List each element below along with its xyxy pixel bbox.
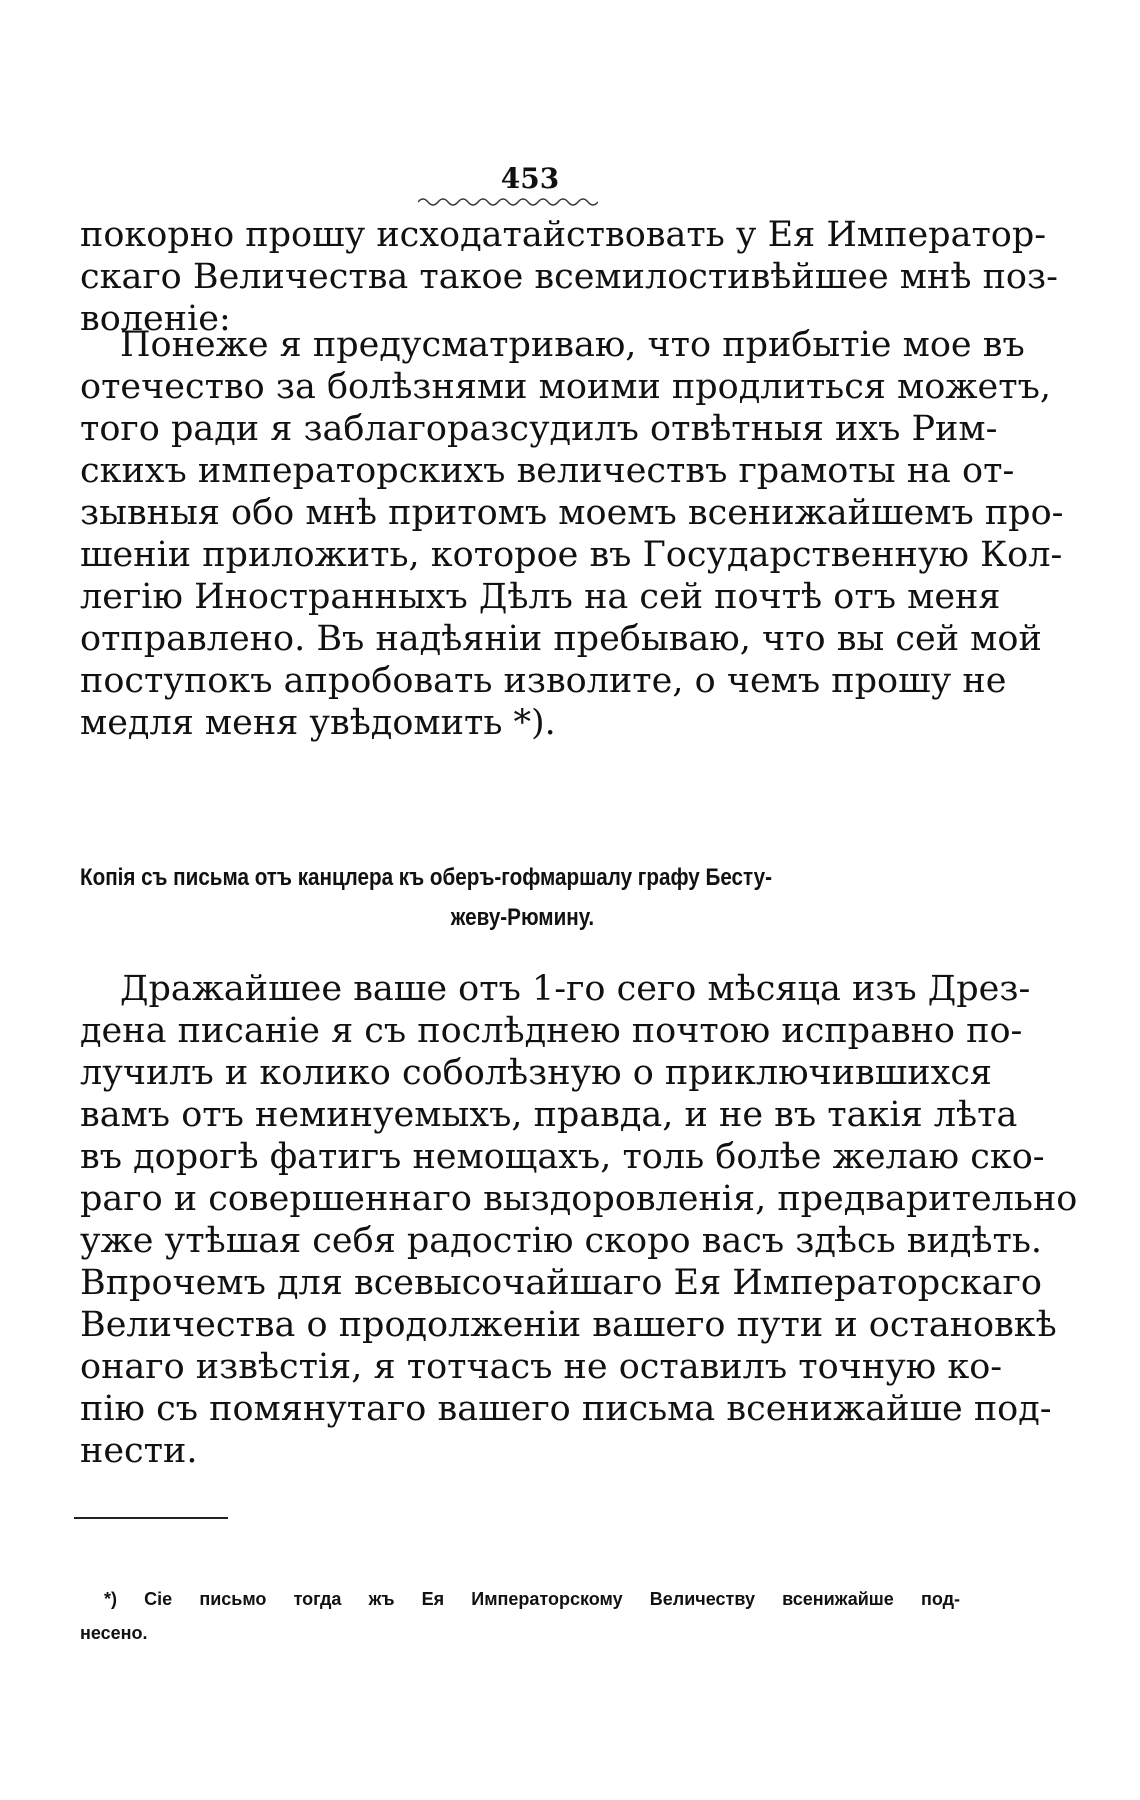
text-line: покорно прошу исходатайствовать у Ея Император-: [80, 215, 1047, 255]
paragraph-continued: [80, 214, 1058, 340]
text-line: отечество за болѣзнями моими продлиться можетъ,: [80, 367, 1052, 407]
footnote-divider: [74, 1517, 228, 1519]
text-line: уже утѣшая себя радостію скоро васъ здѣсь видѣть.: [80, 1221, 1043, 1261]
text-line: въ дорогѣ фатигъ немощахъ, толь болѣе желаю ско-: [80, 1137, 1045, 1177]
footnote-line: несено.: [80, 1623, 148, 1643]
text-line: пію съ помянутаго вашего письма всенижайше под-: [80, 1389, 1052, 1429]
text-line: вамъ отъ неминуемыхъ, правда, и не въ такія лѣта: [80, 1095, 1018, 1135]
text-line: зывныя обо мнѣ притомъ моемъ всенижайшемъ про-: [80, 493, 1064, 533]
footnote: [80, 1582, 960, 1650]
text-line: Понеже я предусматриваю, что прибытіе мое въ: [120, 325, 1025, 365]
page-number: 453: [500, 162, 560, 195]
heading-line: Копія съ письма отъ канцлера къ оберъ-гофмаршалу графу Бесту-: [80, 864, 772, 891]
text-line: дена писаніе я съ послѣднею почтою исправно по-: [80, 1011, 1023, 1051]
heading-line: жеву-Рюмину.: [450, 904, 595, 931]
text-line: воленіе:: [80, 299, 231, 339]
text-line: лучилъ и колико соболѣзную о приключившихся: [80, 1053, 993, 1093]
footnote-line: *) Сіе письмо тогда жъ Ея Императорскому Величеству всенижайше под-: [104, 1589, 960, 1609]
wavy-ornament: [418, 196, 598, 208]
text-line: медля меня увѣдомить *).: [80, 703, 556, 743]
text-line: скихъ императорскихъ величествъ грамоты на от-: [80, 451, 1015, 491]
text-line: Впрочемъ для всевысочайшаго Ея Императорскаго: [80, 1263, 1042, 1303]
text-line: скаго Величества такое всемилостивѣйшее мнѣ поз-: [80, 257, 1058, 297]
text-line: поступокъ апробовать изволите, о чемъ прошу не: [80, 661, 1007, 701]
text-line: Дражайшее ваше отъ 1-го сего мѣсяца изъ Дрез-: [120, 969, 1031, 1009]
paragraph-letter-body: [80, 324, 1064, 744]
text-line: нести.: [80, 1431, 198, 1471]
text-line: того ради я заблагоразсудилъ отвѣтныя ихъ Рим-: [80, 409, 998, 449]
text-line: отправлено. Въ надѣяніи пребываю, что вы сей мой: [80, 619, 1042, 659]
section-heading: [80, 858, 841, 938]
text-line: Величества о продолженіи вашего пути и остановкѣ: [80, 1305, 1057, 1345]
text-line: легію Иностранныхъ Дѣлъ на сей почтѣ отъ меня: [80, 577, 1001, 617]
text-line: раго и совершеннаго выздоровленія, предварительно: [80, 1179, 1078, 1219]
text-line: шеніи приложить, которое въ Государственную Кол-: [80, 535, 1063, 575]
paragraph-copy-letter: [80, 968, 1078, 1472]
text-line: онаго извѣстія, я тотчасъ не оставилъ точную ко-: [80, 1347, 1003, 1387]
